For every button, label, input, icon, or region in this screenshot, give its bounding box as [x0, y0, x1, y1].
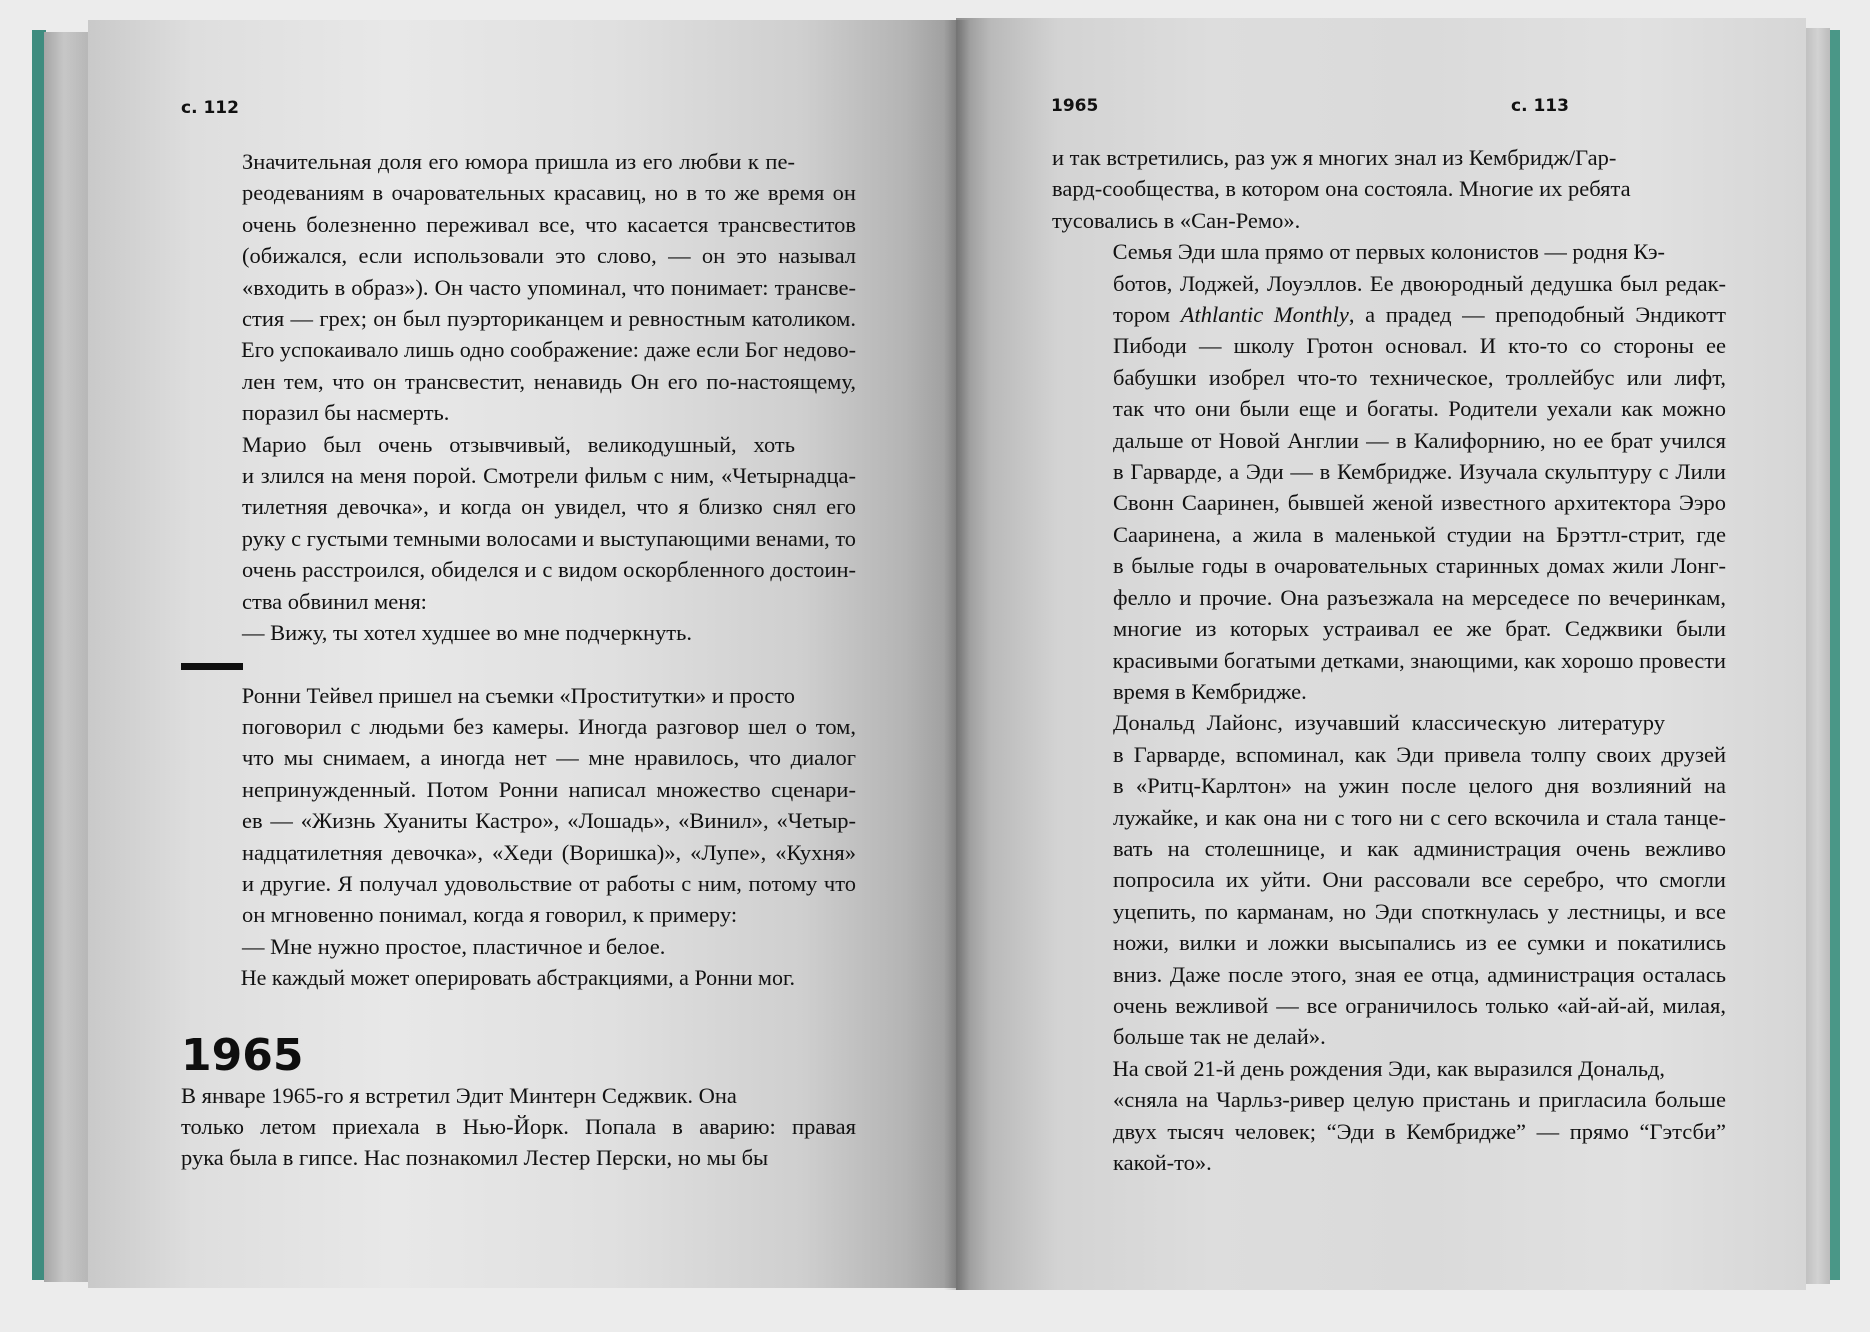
text-line: ножи, вилки и ложки высыпались из ее сумки и покатились — [1113, 930, 1727, 956]
text-line: Значительная доля его юмора пришла из его любви к пе- — [242, 149, 795, 174]
text-line: поговорил с людьми без камеры. Иногда разговор шел о том, — [242, 713, 857, 739]
text-line: уцепить, по карманам, но Эди споткнулась у лестницы, и все — [1113, 898, 1726, 924]
text-line: «сняла на Чарльз-ривер целую пристань и пригласила больше — [1113, 1087, 1726, 1113]
text-line: Его успокаивало лишь одно соображение: даже если Бог недово- — [241, 337, 856, 363]
text-line: реодеваниям в очаровательных красавиц, но в то же время он — [242, 180, 856, 206]
paragraph — [181, 1080, 856, 1174]
text-line: Семья Эди шла прямо от первых колонистов — родня Кэ- — [1112, 239, 1665, 265]
text-line: тором Athlantic Monthly, а прадед — преподобный Эндикотт — [1113, 302, 1726, 328]
text-line: фелло и прочие. Она разъезжала на мерседесе по вечеринкам, — [1113, 584, 1726, 610]
text-line: дальше от Новой Англии — в Калифорнию, но ее брат учился — [1113, 427, 1726, 453]
text-line: руку с густыми темными волосами и выступающими венами, то — [241, 525, 857, 551]
left-paragraphs — [181, 146, 856, 649]
text-line: ства обвинил меня: — [242, 588, 427, 614]
page-number-left: с. 112 — [181, 98, 239, 118]
text-line: что мы снимаем, а иногда нет — мне нравилось, что диалог — [242, 745, 857, 771]
book-spine-shadow — [944, 20, 970, 1290]
text-line: очень болезненно переживал все, что касается трансвеститов — [242, 211, 857, 237]
left-page — [88, 20, 958, 1288]
paragraph — [181, 680, 856, 931]
text-line: вниз. Даже после этого, зная ее отца, администрация осталась — [1113, 961, 1727, 987]
text-line: время в Кембридже. — [1113, 678, 1307, 704]
text-line: На свой 21-й день рождения Эди, как выразился Дональд, — [1112, 1055, 1666, 1081]
text-line: и другие. Я получал удовольствие от работы с ним, потому что — [242, 870, 856, 896]
text-line: непринужденный. Потом Ронни написал множество сценари- — [242, 776, 856, 802]
running-head: 1965 — [1051, 96, 1099, 116]
text-line: Дональд Лайонс, изучавший классическую литературу — [1113, 710, 1665, 736]
text-line: В январе 1965-го я встретил Эдит Минтерн Седжвик. Она — [181, 1082, 737, 1108]
text-line: попросила их уйти. Они рассовали все серебро, что смогли — [1113, 867, 1726, 893]
paragraph — [181, 962, 856, 993]
right-page-body — [1052, 142, 1726, 1178]
text-line: тилетняя девочка», и когда он увидел, что я близко снял его — [242, 494, 857, 520]
page-stack-left — [44, 32, 94, 1282]
text-line: очень расстроился, обиделся и с видом оскорбленного достоин- — [242, 557, 857, 583]
text-line: — Вижу, ты хотел худшее во мне подчеркнуть. — [242, 620, 692, 646]
magazine-title: Athlantic Monthly — [1180, 302, 1349, 328]
text-line: в былые годы в очаровательных старинных домах жили Лонг- — [1113, 553, 1726, 579]
paragraph — [1052, 1053, 1726, 1179]
text-line: вард-сообщества, в котором она состояла. Многие их ребята — [1052, 176, 1631, 202]
text-line: лужайке, и как она ни с того ни с сего вскочила и стала танце- — [1113, 804, 1726, 830]
text-line: ботов, Лоджей, Лоуэллов. Ее двоюродный дедушка был редак- — [1113, 270, 1727, 296]
right-page — [956, 18, 1806, 1290]
text-line: только летом приехала в Нью-Йорк. Попала в аварию: правая — [181, 1113, 856, 1139]
text-line: больше так не делай». — [1113, 1024, 1326, 1050]
page-number-right: с. 113 — [1511, 96, 1569, 116]
paragraph — [1052, 707, 1726, 1052]
text-line: он мгновенно понимал, когда я говорил, к примеру: — [242, 902, 738, 928]
text-line: поразил бы насмерть. — [242, 400, 450, 426]
text-line: Свонн Сааринен, бывшей женой известного архитектора Ээро — [1113, 490, 1726, 516]
text-line: тусовались в «Сан-Ремо». — [1052, 207, 1301, 233]
text-line: в «Ритц-Карлтон» на ужин после целого дня возлияний на — [1113, 773, 1727, 799]
paragraph — [181, 617, 856, 648]
paragraph — [1052, 236, 1726, 707]
text-line: рука была в гипсе. Нас познакомил Лестер Перски, но мы бы — [181, 1145, 769, 1171]
paragraph — [181, 429, 856, 617]
text-line: вать на столешнице, и как администрация очень вежливо — [1113, 835, 1726, 861]
text-line: Пибоди — школу Гротон основал. И кто-то со стороны ее — [1113, 333, 1727, 359]
paragraph — [181, 146, 856, 429]
section-divider — [181, 663, 243, 670]
text-line: так что они были еще и богаты. Родители уехали как можно — [1113, 396, 1726, 422]
text-line: Сааринена, а жила в маленькой студии на Брэттл-стрит, где — [1113, 521, 1726, 547]
text-line: в Гарварде, вспоминал, как Эди привела толпу своих друзей — [1113, 741, 1726, 767]
left-paragraphs-after-divider — [181, 680, 856, 994]
paragraph — [1052, 142, 1726, 236]
chapter-opening-paragraph — [181, 1080, 856, 1174]
text-line: надцатилетняя девочка», «Хеди (Воришка)», «Лупе», «Кухня» — [242, 839, 856, 865]
text-line: в Гарварде, а Эди — в Кембридже. Изучала скульптуру с Лили — [1113, 459, 1726, 485]
text-line: Марио был очень отзывчивый, великодушный, хоть — [242, 431, 795, 457]
text-line: бабушки изобрел что-то техническое, троллейбус или лифт, — [1113, 364, 1726, 390]
text-line: очень вежливой — все ограничилось только «ай-ай-ай, милая, — [1113, 992, 1726, 1018]
text-line: Ронни Тейвел пришел на съемки «Проститутки» и просто — [241, 682, 796, 708]
text-line: (обижался, если использовали это слово, — он это называл — [242, 243, 857, 269]
left-page-body — [181, 146, 856, 1174]
text-line: Не каждый может оперировать абстракциями, а Ронни мог. — [240, 965, 796, 991]
text-line: и злился на меня порой. Смотрели фильм с ним, «Четырнадца- — [242, 463, 856, 489]
chapter-title: 1965 — [181, 1029, 304, 1081]
text-line: стия — грех; он был пуэрториканцем и ревностным католиком. — [242, 306, 856, 332]
right-paragraphs — [1052, 142, 1726, 1178]
text-line: и так встретились, раз уж я многих знал из Кембридж/Гар- — [1052, 145, 1617, 170]
text-line: красивыми богатыми детками, знающими, как хорошо провести — [1112, 647, 1727, 673]
text-line: многие из которых устраивал ее же брат. Седжвики были — [1113, 616, 1726, 642]
text-line: двух тысяч человек; “Эди в Кембридже” — прямо “Гэтсби” — [1113, 1118, 1726, 1144]
text-line: «входить в образ»). Он часто упоминал, что понимает: трансве- — [242, 274, 856, 300]
text-line: лен тем, что он трансвестит, ненавидь Он его по-настоящему, — [242, 368, 856, 394]
text-line: — Мне нужно простое, пластичное и белое. — [242, 933, 666, 959]
text-line: какой-то». — [1113, 1150, 1212, 1175]
text-line: ев — «Жизнь Хуаниты Кастро», «Лошадь», «Винил», «Четыр- — [242, 808, 856, 834]
paragraph — [181, 931, 856, 962]
